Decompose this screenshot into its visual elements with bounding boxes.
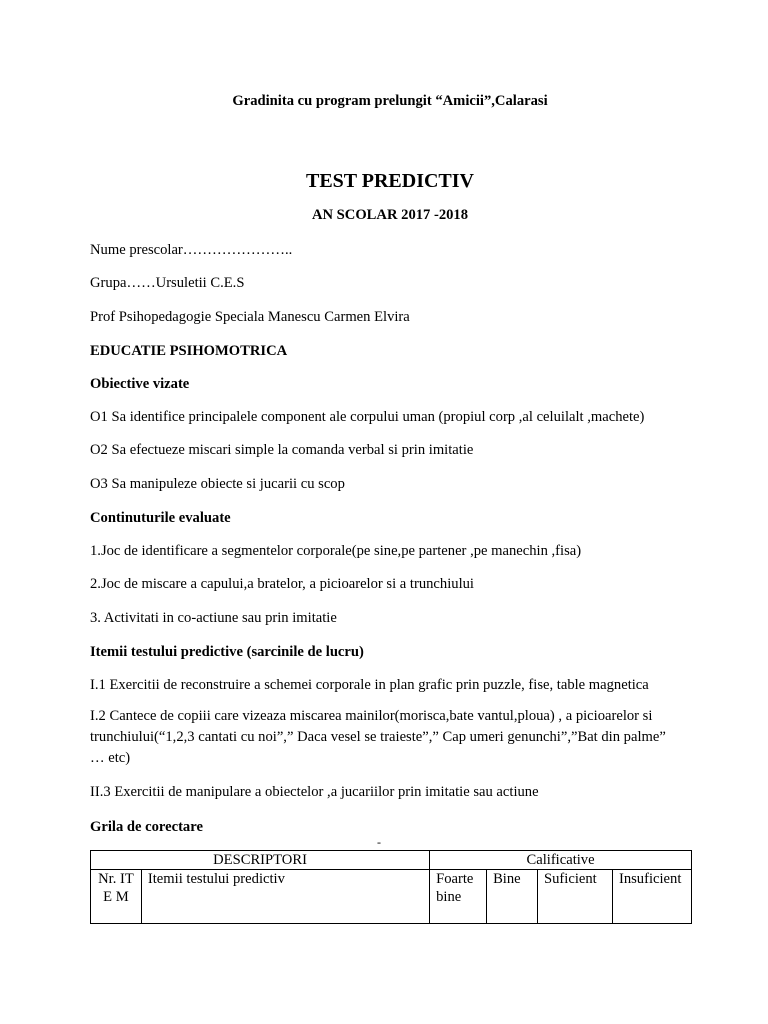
item-number-header: Nr. ITE M: [91, 870, 142, 924]
test-item: II.3 Exercitii de manipulare a obiectelor ,a jucariilor prin imitatie sau actiune: [90, 784, 539, 800]
objective-item: O2 Sa efectueze miscari simple la comanda verbal si prin imitatie: [90, 442, 474, 458]
domain-heading: EDUCATIE PSIHOMOTRICA: [90, 343, 288, 359]
content-item: 3. Activitati in co-actiune sau prin imitatie: [90, 610, 337, 626]
descriptors-header: DESCRIPTORI: [91, 851, 430, 870]
student-name-line: Nume prescolar…………………..: [90, 242, 293, 258]
sufficient-header: Suficient: [538, 870, 613, 924]
grid-heading: Grila de corectare: [90, 819, 203, 835]
objective-item: O3 Sa manipuleze obiecte si jucarii cu scop: [90, 476, 345, 492]
content-item: 2.Joc de miscare a capului,a bratelor, a picioarelor si a trunchiului: [90, 576, 474, 592]
very-good-header: Foarte bine: [430, 870, 487, 924]
test-items-header: Itemii testului predictiv: [141, 870, 429, 924]
content-item: 1.Joc de identificare a segmentelor corporale(pe sine,pe partener ,pe manechin ,fisa): [90, 543, 582, 559]
tick-mark: -: [377, 835, 381, 849]
teacher-line: Prof Psihopedagogie Speciala Manescu Carmen Elvira: [90, 309, 410, 325]
contents-heading: Continuturile evaluate: [90, 510, 231, 526]
good-header: Bine: [487, 870, 538, 924]
objectives-heading: Obiective vizate: [90, 376, 190, 392]
objective-item: O1 Sa identifice principalele component ale corpului uman (propiul corp ,al celuilalt ,machete): [90, 409, 645, 425]
institution-header: Gradinita cu program prelungit “Amicii”,Calarasi: [232, 93, 548, 109]
table-header-row: [91, 851, 692, 870]
test-item: I.2 Cantece de copiii care vizeaza miscarea mainilor(morisca,bate vantul,ploua) , a picioarelor si trunchiului(“1,2,3 cantati cu noi”,” Daca vesel se traieste”,” Cap umeri genunchi”,”Bat din palme” … etc): [90, 708, 666, 766]
ratings-header: Calificative: [430, 851, 692, 870]
school-year: AN SCOLAR 2017 -2018: [311, 207, 469, 223]
group-line: Grupa……Ursuletii C.E.S: [90, 275, 245, 291]
items-heading: Itemii testului predictive (sarcinile de lucru): [90, 644, 364, 660]
test-item: I.1 Exercitii de reconstruire a schemei corporale in plan grafic prin puzzle, fise, table magnetica: [90, 677, 649, 693]
document-title: TEST PREDICTIV: [305, 170, 475, 192]
table-row: [91, 870, 692, 924]
correction-grid-table: [90, 850, 692, 924]
insufficient-header: Insuficient: [612, 870, 691, 924]
